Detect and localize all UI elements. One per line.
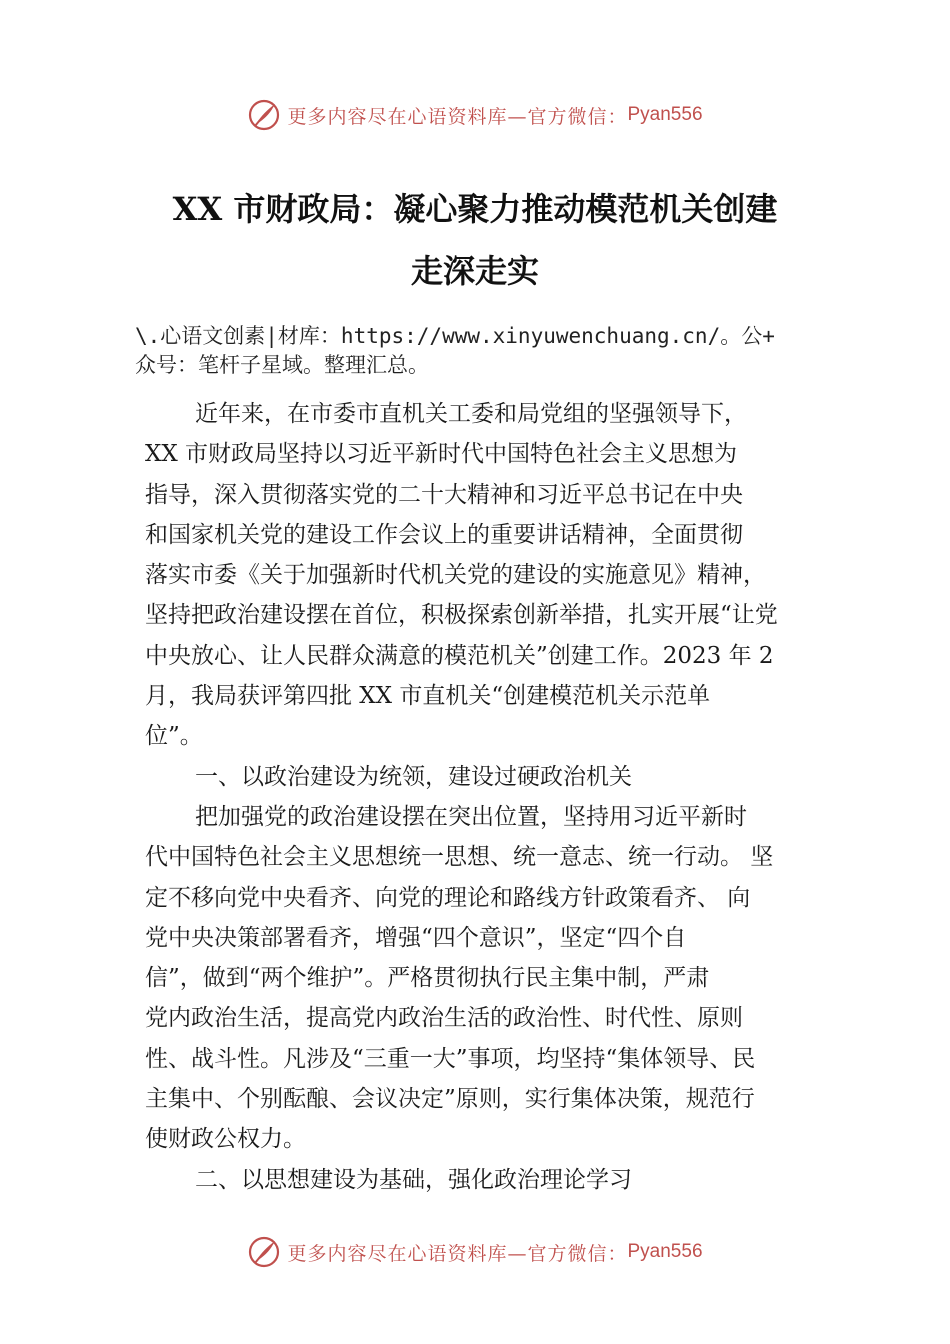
paragraph-line: 主集中、个别酝酿、会议决定”原则，实行集体决策，规范行 (145, 1086, 755, 1113)
paragraph-line: 位”。 (145, 723, 203, 750)
paragraph-line: 代中国特色社会主义思想统一思想、统一意志、统一行动。 坚 (145, 844, 774, 871)
paragraph-line: 和国家机关党的建设工作会议上的重要讲话精神，全面贯彻 (145, 521, 743, 548)
source-line: \.心语文创素|材库：https://www.xinyuwenchuang.cn/。公+ (135, 324, 775, 348)
banner-wechat-id: Pyan556 (627, 1241, 703, 1262)
document-body (145, 394, 835, 1200)
paragraph-line: 把加强党的政治建设摆在突出位置，坚持用习近平新时 (195, 803, 747, 830)
paragraph-line: 定不移向党中央看齐、向党的理论和路线方针政策看齐、 向 (145, 884, 751, 911)
paragraph-line: 指导，深入贯彻落实党的二十大精神和习近平总书记在中央 (145, 481, 743, 508)
source-line: 众号：笔杆子星域。整理汇总。 (135, 353, 429, 377)
paragraph-line: 坚持把政治建设摆在首位，积极探索创新举措，扎实开展“让党 (145, 602, 778, 629)
paragraph-line: 性、战斗性。凡涉及“三重一大”事项，均坚持“集体领导、民 (145, 1045, 756, 1072)
title-line: XX 市财政局：凝心聚力推动模范机关创建 (172, 190, 778, 228)
quill-logo-icon (247, 1235, 281, 1269)
title-line: 走深走实 (410, 252, 539, 290)
paragraph-line: 信”，做到“两个维护”。严格贯彻执行民主集中制，严肃 (145, 965, 710, 992)
paragraph-line: 落实市委《关于加强新时代机关党的建设的实施意见》精神， (145, 562, 766, 589)
paragraph-line: 近年来，在市委市直机关工委和局党组的坚强领导下， (195, 401, 747, 427)
section-heading: 一、以政治建设为统领，建设过硬政治机关 (195, 763, 632, 790)
paragraph-line: 党中央决策部署看齐，增强“四个意识”，坚定“四个自 (145, 924, 687, 951)
paragraph-line: 月，我局获评第四批 XX 市直机关“创建模范机关示范单 (145, 683, 711, 710)
quill-logo-icon (247, 98, 281, 132)
paragraph-line: 党内政治生活，提高党内政治生活的政治性、时代性、原则 (145, 1005, 743, 1032)
paragraph-line: 中央放心、让人民群众满意的模范机关”创建工作。2023 年 2 (145, 642, 774, 669)
source-note (135, 322, 835, 380)
footer-banner (0, 1232, 950, 1272)
document-title (100, 178, 850, 302)
header-banner (0, 95, 950, 135)
banner-text: 更多内容尽在心语资料库—官方微信： (287, 105, 628, 128)
paragraph-line: XX 市财政局坚持以习近平新时代中国特色社会主义思想为 (145, 441, 738, 468)
banner-wechat-id: Pyan556 (627, 104, 703, 125)
banner-text: 更多内容尽在心语资料库—官方微信： (287, 1242, 628, 1265)
section-heading: 二、以思想建设为基础，强化政治理论学习 (195, 1166, 632, 1193)
paragraph-line: 使财政公权力。 (145, 1126, 306, 1153)
